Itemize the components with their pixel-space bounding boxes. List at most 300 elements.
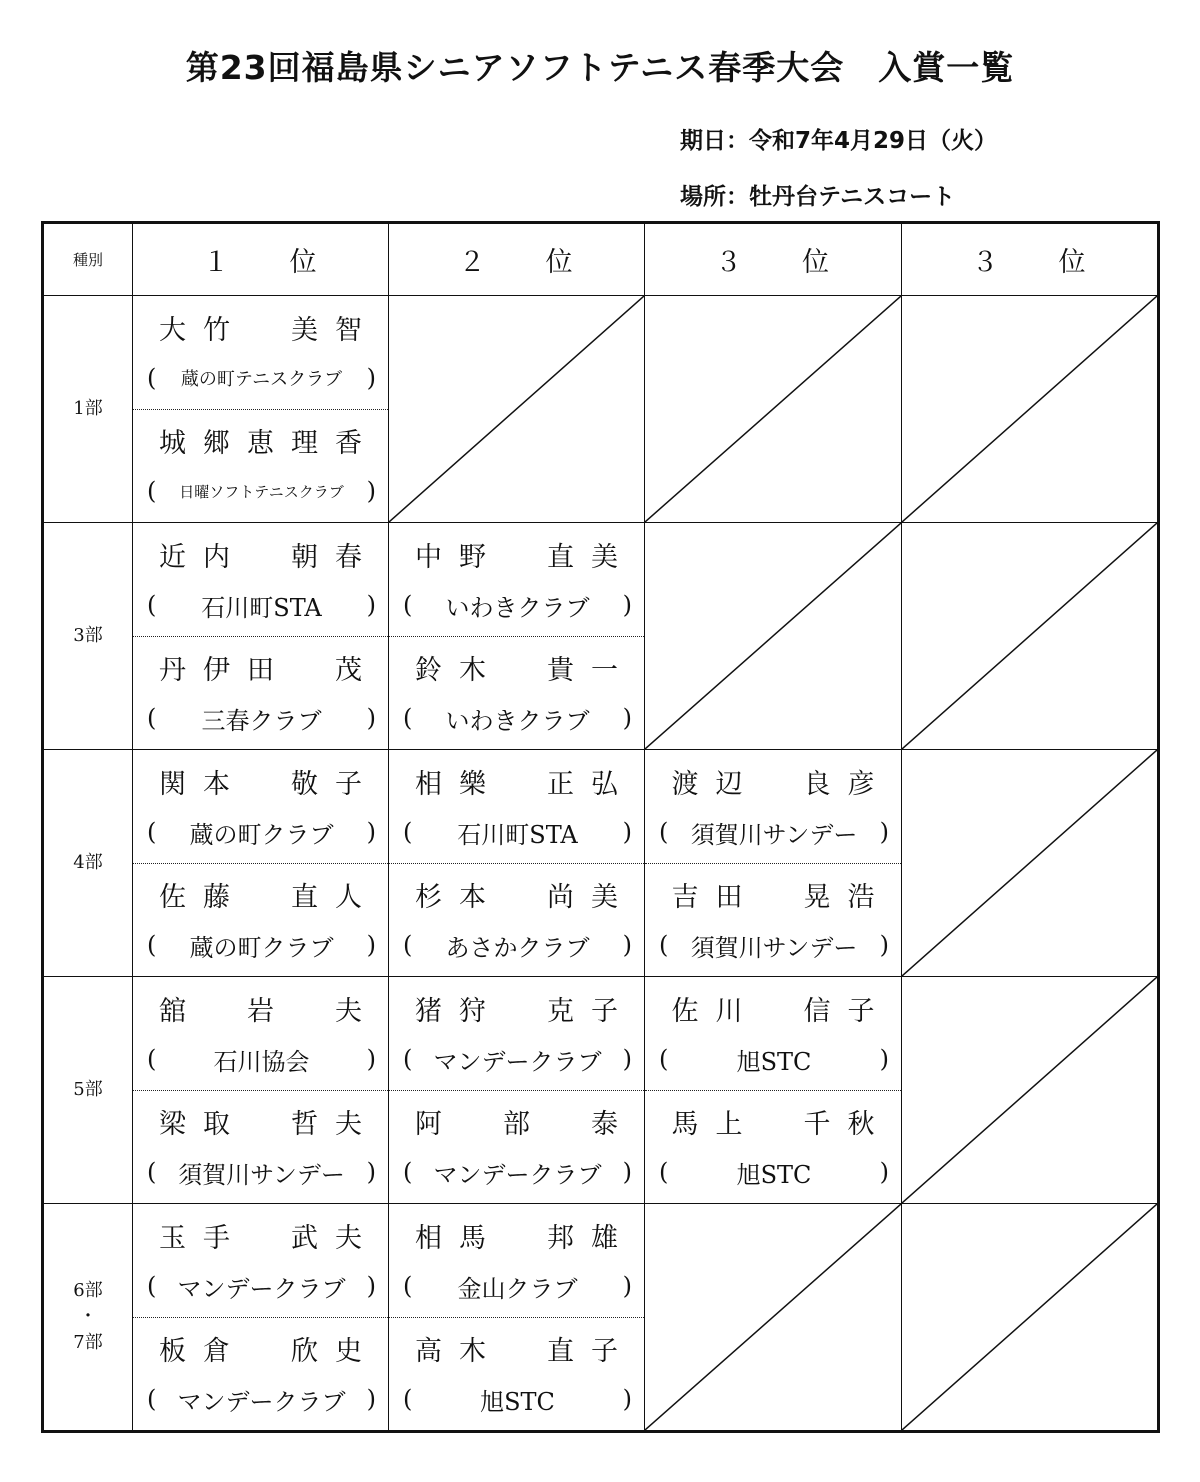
cell-rank3 — [645, 977, 902, 1204]
name-char: 弘 — [591, 769, 618, 800]
name-char: 大 — [159, 315, 186, 346]
paren-open: ( — [147, 704, 157, 732]
cell-content — [133, 523, 388, 749]
division-row — [43, 1204, 1159, 1432]
division-label-line: 6部 — [73, 1280, 103, 1301]
name-char: 千 — [803, 1109, 831, 1140]
name-char: 史 — [335, 1336, 362, 1367]
paren-open: ( — [147, 1385, 157, 1413]
entry — [389, 636, 644, 749]
paren-open: ( — [403, 1158, 413, 1186]
name-char: 直 — [291, 882, 318, 913]
cell-rank3b — [902, 296, 1159, 523]
name-char: 敬 — [291, 769, 318, 800]
club-name — [403, 589, 632, 621]
player-name — [133, 421, 388, 459]
name-char: 吉 — [671, 882, 699, 913]
club-name — [403, 702, 632, 734]
name-char: 子 — [335, 769, 362, 800]
name-char: 人 — [335, 882, 362, 913]
player-name — [389, 1216, 644, 1254]
name-char: 恵 — [247, 428, 274, 459]
club-name — [403, 1270, 632, 1302]
name-char: 関 — [159, 769, 186, 800]
cell-content — [645, 750, 901, 976]
player-name — [133, 875, 388, 913]
club-text: あさかクラブ — [445, 933, 590, 962]
cell-content — [645, 977, 901, 1203]
player-name — [389, 989, 644, 1027]
division-rows — [43, 296, 1159, 1432]
club-name — [147, 475, 376, 507]
player-name — [389, 762, 644, 800]
name-char: 邦 — [547, 1223, 574, 1254]
cell-rank3 — [645, 523, 902, 750]
name-char: 木 — [459, 1336, 486, 1367]
player-name — [645, 1102, 901, 1140]
player-name — [389, 875, 644, 913]
name-char: 子 — [847, 996, 875, 1027]
empty-slot-diagonal — [645, 1204, 901, 1430]
cell-content — [389, 1204, 644, 1430]
paren-close: ) — [366, 1045, 376, 1073]
club-text: 須賀川サンデー — [178, 1160, 345, 1189]
player-name — [645, 875, 901, 913]
name-char: 馬 — [459, 1223, 486, 1254]
club-text: 須賀川サンデー — [690, 933, 858, 962]
club-name — [659, 929, 889, 961]
entry — [133, 636, 388, 749]
player-name — [645, 989, 901, 1027]
results-table — [41, 221, 1160, 1433]
paren-open: ( — [403, 818, 413, 846]
name-char: 雄 — [591, 1223, 618, 1254]
paren-open: ( — [147, 1158, 157, 1186]
player-name — [389, 1102, 644, 1140]
cell-rank2 — [389, 750, 645, 977]
name-char — [495, 875, 539, 909]
name-char: 美 — [591, 542, 618, 573]
club-text: 旭STC — [736, 1160, 812, 1189]
header-category: 種別 — [43, 223, 133, 296]
name-char: 晃 — [803, 882, 831, 913]
cell-rank3b — [902, 750, 1159, 977]
cell-rank2 — [389, 296, 645, 523]
name-char: 手 — [203, 1223, 230, 1254]
name-char: 杉 — [415, 882, 442, 913]
entry — [133, 409, 388, 522]
club-text: 蔵の町テニスクラブ — [180, 369, 343, 390]
cell-content — [645, 1204, 901, 1430]
paren-open: ( — [403, 591, 413, 619]
paren-open: ( — [147, 1045, 157, 1073]
club-name — [147, 816, 376, 848]
name-char — [751, 875, 795, 909]
name-char: 竹 — [203, 315, 230, 346]
name-char: 高 — [415, 1336, 442, 1367]
club-text: マンデークラブ — [177, 1274, 346, 1303]
diagonal-line — [902, 750, 1157, 976]
name-char: 辺 — [715, 769, 743, 800]
player-name — [389, 648, 644, 686]
diagonal-line — [645, 1204, 901, 1430]
name-char: 克 — [547, 996, 574, 1027]
club-name — [147, 929, 376, 961]
name-char: 阿 — [415, 1109, 442, 1140]
name-char: 春 — [335, 542, 362, 573]
name-char — [239, 1102, 283, 1136]
name-char — [751, 989, 795, 1023]
cell-rank2 — [389, 1204, 645, 1432]
club-text: 石川町STA — [201, 593, 322, 622]
name-char — [239, 308, 283, 342]
name-char: 木 — [459, 655, 486, 686]
cell-rank1 — [133, 750, 389, 977]
club-name — [403, 816, 632, 848]
empty-slot-diagonal — [902, 296, 1157, 522]
club-text: いわきクラブ — [445, 706, 590, 735]
cell-content — [133, 750, 388, 976]
name-char: 取 — [203, 1109, 230, 1140]
paren-close: ) — [622, 931, 632, 959]
cell-content — [645, 296, 901, 522]
paren-open: ( — [659, 1158, 669, 1186]
name-char — [495, 989, 539, 1023]
cell-rank3 — [645, 1204, 902, 1432]
name-char: 上 — [715, 1109, 743, 1140]
club-name — [659, 816, 889, 848]
header-row — [43, 223, 1159, 296]
cell-rank3b — [902, 1204, 1159, 1432]
club-text: 日曜ソフトテニスクラブ — [179, 482, 344, 501]
entry — [389, 523, 644, 637]
club-text: 蔵の町クラブ — [189, 933, 334, 962]
paren-open: ( — [659, 931, 669, 959]
name-char — [195, 989, 239, 1023]
club-text: 石川町STA — [457, 820, 578, 849]
diagonal-line — [902, 523, 1157, 749]
club-name — [147, 1156, 376, 1188]
diagonal-line — [389, 296, 644, 522]
player-name — [133, 648, 388, 686]
name-char: 相 — [415, 1223, 442, 1254]
empty-slot-diagonal — [389, 296, 644, 522]
paren-close: ) — [622, 818, 632, 846]
club-name — [659, 1156, 889, 1188]
name-char — [495, 648, 539, 682]
paren-close: ) — [879, 931, 889, 959]
club-text: 金山クラブ — [457, 1274, 578, 1303]
club-text: 旭STC — [480, 1387, 555, 1416]
empty-slot-diagonal — [645, 523, 901, 749]
player-name — [389, 1329, 644, 1367]
name-char: 渡 — [671, 769, 699, 800]
club-name — [403, 1156, 632, 1188]
cell-rank1 — [133, 523, 389, 750]
division-label-line: ・ — [79, 1306, 97, 1327]
name-char: 夫 — [335, 1109, 362, 1140]
cell-content — [902, 750, 1157, 976]
name-char — [751, 762, 795, 796]
club-text: 蔵の町クラブ — [189, 820, 334, 849]
cell-content — [645, 523, 901, 749]
division-row — [43, 523, 1159, 750]
name-char: 佐 — [159, 882, 186, 913]
club-name — [147, 1043, 376, 1075]
entry — [133, 523, 388, 637]
player-name — [133, 989, 388, 1027]
paren-open: ( — [147, 931, 157, 959]
cell-rank1 — [133, 1204, 389, 1432]
name-char — [451, 1102, 495, 1136]
player-name — [133, 1216, 388, 1254]
paren-open: ( — [147, 818, 157, 846]
name-char — [239, 875, 283, 909]
paren-open: ( — [403, 1272, 413, 1300]
diagonal-line — [902, 296, 1157, 522]
paren-close: ) — [622, 1158, 632, 1186]
name-char — [239, 1216, 283, 1250]
name-char: 板 — [159, 1336, 186, 1367]
paren-close: ) — [366, 591, 376, 619]
name-char: 倉 — [203, 1336, 230, 1367]
division-label: 1部 — [43, 296, 133, 523]
division-label-line: 7部 — [73, 1332, 103, 1353]
cell-rank3 — [645, 750, 902, 977]
paren-open: ( — [147, 591, 157, 619]
name-char: 泰 — [591, 1109, 618, 1140]
paren-open: ( — [403, 1385, 413, 1413]
name-char: 信 — [803, 996, 831, 1027]
paren-close: ) — [622, 1045, 632, 1073]
cell-rank2 — [389, 977, 645, 1204]
name-char — [239, 1329, 283, 1363]
name-char — [239, 535, 283, 569]
cell-content — [389, 523, 644, 749]
name-char — [495, 1329, 539, 1363]
paren-close: ) — [366, 1272, 376, 1300]
name-char — [283, 648, 327, 682]
entry — [389, 977, 644, 1091]
paren-close: ) — [366, 1158, 376, 1186]
name-char: 貴 — [547, 655, 574, 686]
paren-close: ) — [879, 1045, 889, 1073]
player-name — [133, 1102, 388, 1140]
name-char: 智 — [335, 315, 362, 346]
name-char: 理 — [291, 428, 318, 459]
name-char: 舘 — [159, 996, 186, 1027]
club-name — [147, 589, 376, 621]
name-char: 狩 — [459, 996, 486, 1027]
name-char: 川 — [715, 996, 743, 1027]
header-rank-1: １ 位 — [133, 223, 389, 296]
event-date: 期日：令和7年4月29日（火） — [680, 128, 998, 154]
division-label: 5部 — [43, 977, 133, 1204]
player-name — [645, 762, 901, 800]
name-char: 梁 — [159, 1109, 186, 1140]
paren-open: ( — [147, 364, 157, 392]
paren-close: ) — [622, 591, 632, 619]
name-char: 武 — [291, 1223, 318, 1254]
club-name — [403, 1043, 632, 1075]
cell-content — [133, 1204, 388, 1430]
entry — [389, 863, 644, 976]
diagonal-line — [902, 1204, 1157, 1430]
name-char: 子 — [591, 1336, 618, 1367]
entry — [645, 1090, 901, 1203]
header-rank-2: ２ 位 — [389, 223, 645, 296]
name-char: 樂 — [459, 769, 486, 800]
name-char — [495, 1216, 539, 1250]
club-text: 石川協会 — [213, 1047, 310, 1076]
name-char: 彦 — [847, 769, 875, 800]
name-char: 相 — [415, 769, 442, 800]
name-char: 朝 — [291, 542, 318, 573]
name-char: 正 — [547, 769, 574, 800]
cell-content — [389, 750, 644, 976]
division-label: 4部 — [43, 750, 133, 977]
club-text: マンデークラブ — [433, 1160, 602, 1189]
empty-slot-diagonal — [902, 750, 1157, 976]
club-text: マンデークラブ — [177, 1387, 346, 1416]
paren-close: ) — [622, 1272, 632, 1300]
cell-content — [133, 296, 388, 522]
club-name — [147, 702, 376, 734]
name-char: 良 — [803, 769, 831, 800]
division-row — [43, 296, 1159, 523]
paren-close: ) — [622, 704, 632, 732]
empty-slot-diagonal — [902, 1204, 1157, 1430]
paren-close: ) — [366, 477, 376, 505]
diagonal-line — [645, 523, 901, 749]
cell-content — [902, 296, 1157, 522]
paren-open: ( — [403, 1045, 413, 1073]
name-char: 夫 — [335, 996, 362, 1027]
name-char: 香 — [335, 428, 362, 459]
cell-content — [902, 523, 1157, 749]
name-char: 田 — [247, 655, 274, 686]
name-char: 夫 — [335, 1223, 362, 1254]
name-char: 美 — [591, 882, 618, 913]
name-char: 岩 — [247, 996, 274, 1027]
paren-close: ) — [366, 818, 376, 846]
paren-open: ( — [659, 1045, 669, 1073]
entry — [133, 863, 388, 976]
player-name — [133, 1329, 388, 1367]
club-name — [403, 1383, 632, 1415]
paren-open: ( — [147, 1272, 157, 1300]
name-char: 直 — [547, 1336, 574, 1367]
entry — [645, 750, 901, 864]
paren-close: ) — [366, 704, 376, 732]
player-name — [389, 535, 644, 573]
entry — [645, 863, 901, 976]
cell-rank1 — [133, 296, 389, 523]
name-char: 玉 — [159, 1223, 186, 1254]
paren-close: ) — [879, 1158, 889, 1186]
entry — [133, 1204, 388, 1318]
name-char — [239, 762, 283, 796]
player-name — [133, 762, 388, 800]
cell-rank3b — [902, 523, 1159, 750]
name-char: 近 — [159, 542, 186, 573]
header-rank-3a: ３ 位 — [645, 223, 902, 296]
name-char — [495, 535, 539, 569]
entry — [389, 1317, 644, 1430]
name-char: 浩 — [847, 882, 875, 913]
cell-content — [902, 1204, 1157, 1430]
name-char: 鈴 — [415, 655, 442, 686]
entry — [389, 1204, 644, 1318]
name-char: 馬 — [671, 1109, 699, 1140]
entry — [645, 977, 901, 1091]
club-name — [147, 1383, 376, 1415]
empty-slot-diagonal — [902, 523, 1157, 749]
entry — [133, 977, 388, 1091]
name-char — [539, 1102, 583, 1136]
name-char: 猪 — [415, 996, 442, 1027]
club-name — [403, 929, 632, 961]
name-char: 美 — [291, 315, 318, 346]
club-text: マンデークラブ — [433, 1047, 602, 1076]
entry — [133, 1090, 388, 1203]
club-text: 旭STC — [736, 1047, 812, 1076]
header-rank-3b: ３ 位 — [902, 223, 1159, 296]
cell-content — [389, 977, 644, 1203]
name-char: 城 — [159, 428, 186, 459]
division-label — [43, 1204, 133, 1432]
paren-close: ) — [366, 1385, 376, 1413]
entry — [133, 750, 388, 864]
diagonal-line — [645, 296, 901, 522]
name-char: 藤 — [203, 882, 230, 913]
division-row — [43, 750, 1159, 977]
paren-open: ( — [147, 477, 157, 505]
name-char: 子 — [591, 996, 618, 1027]
club-name — [659, 1043, 889, 1075]
event-venue: 場所：牡丹台テニスコート — [680, 184, 956, 210]
name-char: 尚 — [547, 882, 574, 913]
name-char: 伊 — [203, 655, 230, 686]
diagonal-line — [902, 977, 1157, 1203]
entry — [133, 296, 388, 410]
cell-rank3b — [902, 977, 1159, 1204]
name-char: 部 — [503, 1109, 530, 1140]
cell-content — [133, 977, 388, 1203]
name-char: 欣 — [291, 1336, 318, 1367]
name-char: 田 — [715, 882, 743, 913]
page-title: 第23回福島県シニアソフトテニス春季大会 入賞一覧 — [185, 48, 1015, 87]
entry — [389, 750, 644, 864]
name-char: 秋 — [847, 1109, 875, 1140]
name-char — [283, 989, 327, 1023]
name-char: 郷 — [203, 428, 230, 459]
player-name — [133, 535, 388, 573]
paren-open: ( — [403, 704, 413, 732]
cell-content — [902, 977, 1157, 1203]
name-char: 丹 — [159, 655, 186, 686]
name-char: 茂 — [335, 655, 362, 686]
cell-content — [389, 296, 644, 522]
club-name — [147, 1270, 376, 1302]
paren-close: ) — [366, 931, 376, 959]
name-char — [495, 762, 539, 796]
entry — [133, 1317, 388, 1430]
club-text: いわきクラブ — [445, 593, 590, 622]
paren-close: ) — [366, 364, 376, 392]
name-char: 一 — [591, 655, 618, 686]
entry — [389, 1090, 644, 1203]
